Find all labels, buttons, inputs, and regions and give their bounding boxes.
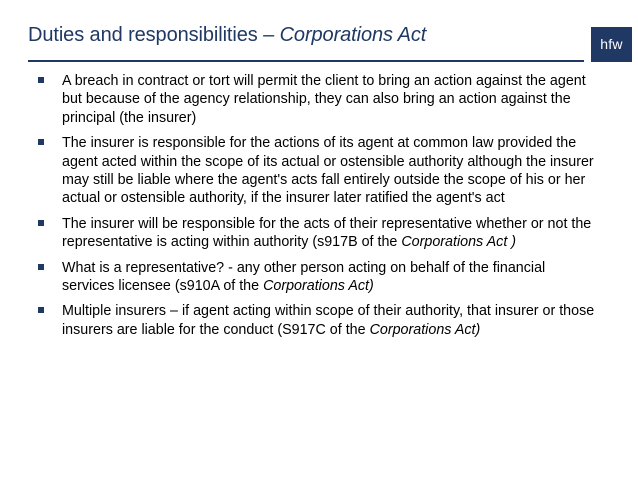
square-bullet-icon bbox=[38, 264, 44, 270]
bullet-citation: Corporations Act ) bbox=[401, 234, 517, 251]
slide-title-italic: Corporations Act bbox=[279, 24, 427, 46]
bullet-item bbox=[34, 302, 600, 339]
slide-title bbox=[28, 24, 426, 47]
title-divider bbox=[28, 60, 584, 62]
hfw-logo: hfw bbox=[591, 27, 632, 62]
slide-title-text: Duties and responsibilities – bbox=[28, 24, 280, 46]
bullet-item bbox=[34, 215, 600, 252]
bullet-list bbox=[34, 72, 600, 346]
square-bullet-icon bbox=[38, 307, 44, 313]
bullet-item bbox=[34, 134, 600, 208]
bullet-citation: Corporations Act) bbox=[263, 278, 374, 295]
bullet-item bbox=[34, 72, 600, 127]
bullet-text: Multiple insurers – if agent acting within scope of their authority, that insurer or those insurers are liable for the conduct (S917C of the bbox=[62, 303, 595, 338]
square-bullet-icon bbox=[38, 77, 44, 83]
bullet-text: The insurer will be responsible for the acts of their representative whether or not the representative is acting within authority (s917B of the bbox=[62, 215, 592, 251]
square-bullet-icon bbox=[38, 139, 44, 145]
bullet-text: What is a representative? - any other person acting on behalf of the financial services licensee (s910A of the bbox=[62, 259, 546, 295]
bullet-citation: Corporations Act) bbox=[369, 321, 481, 338]
bullet-text: The insurer is responsible for the actions of its agent at common law provided the agent acted within the scope of its actual or ostensible authority although the insurer may still be liable where the agent's acts fall entirely outside the scope of his or her actual or ostensible authority, if the insurer later ratified the agent's act bbox=[62, 135, 594, 207]
square-bullet-icon bbox=[38, 220, 44, 226]
bullet-text: A breach in contract or tort will permit the client to bring an action against the agent but because of the agency relationship, they can also bring an action against the principal (the insurer) bbox=[62, 73, 586, 126]
bullet-item bbox=[34, 259, 600, 296]
